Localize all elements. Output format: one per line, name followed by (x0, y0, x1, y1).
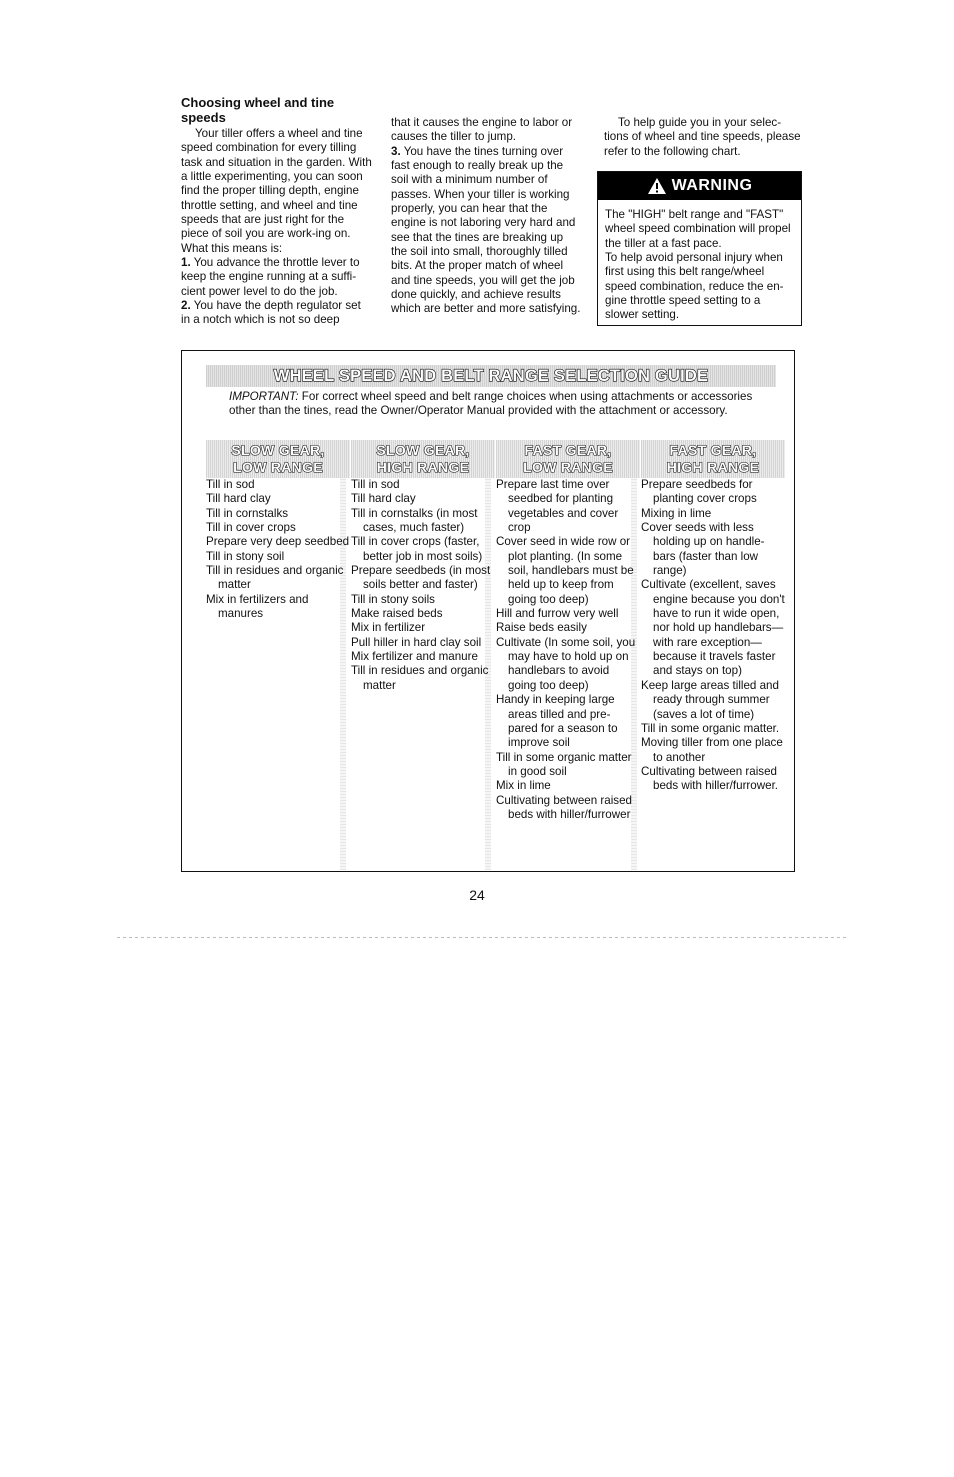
list-item: Till in cornstalks (206, 506, 289, 520)
list-number: 1. (181, 256, 191, 270)
guide-column-fast-low (496, 440, 640, 822)
selection-guide-box (181, 350, 795, 872)
list-item: Hill and furrow very well (496, 607, 619, 621)
text-column-3 (604, 116, 804, 159)
column-header-line-2: LOW RANGE (233, 459, 323, 475)
column-list (641, 478, 785, 794)
list-item: Pull hiller in hard clay soil (351, 635, 482, 649)
list-item: Till in some organic matter in good soil (496, 750, 632, 778)
list-item-1 (181, 256, 373, 299)
text-column-1 (181, 95, 373, 328)
list-item: Prepare last time over seedbed for planting vegetables and cover crop (496, 478, 619, 535)
list-item: Till in cover crops (faster, better job in most soils) (351, 535, 483, 563)
column-header-line-2: LOW RANGE (523, 459, 613, 475)
column-list (206, 478, 350, 621)
column-header-line-2: HIGH RANGE (376, 459, 470, 475)
list-item-3 (391, 145, 581, 317)
list-item: Till in residues and organic matter (351, 664, 489, 692)
list-item: Till in sod (351, 478, 400, 491)
chart-reference-paragraph: To help guide you in your selec-tions of wheel and tine speeds, please refer to the following chart. (604, 116, 801, 158)
warning-text-2: To help avoid personal injury when first using this belt range/wheel speed combination, reduce the en-gine throttle speed setting to a slower setting. (605, 251, 784, 322)
warning-header (598, 172, 801, 200)
column-header (496, 440, 640, 478)
list-item: Mixing in lime (641, 506, 712, 520)
important-label: IMPORTANT: (229, 390, 299, 403)
warning-label: WARNING (671, 177, 753, 194)
column-header (351, 440, 495, 478)
list-text: You have the depth regulator set in a notch which is not so deep (181, 299, 361, 327)
text-column-2 (391, 116, 581, 317)
column-header (206, 440, 350, 478)
important-text: For correct wheel speed and belt range choices when using attachments or accessories other than the tines, read the Owner/Operator Manual provided with the attachment or accessory. (229, 390, 753, 418)
list-item: Mix in fertilizers and manures (206, 592, 309, 621)
list-item: Till in cover crops (206, 521, 296, 535)
list-item: Till in stony soil (206, 549, 285, 563)
list-item: Raise beds easily (496, 621, 587, 635)
list-item: Mix fertilizer and manure (351, 650, 478, 664)
list-item: Mix in fertilizer (351, 621, 426, 635)
guide-column-slow-low (206, 440, 350, 621)
list-item: Mix in lime (496, 779, 551, 793)
column-header (641, 440, 785, 478)
intro-paragraph: Your tiller offers a wheel and tine speed combination for every tilling task and situation in the garden. With a little experimenting, you can soon find the proper tilling depth, engine throttle setting, and wheel and tine speeds that are just right for the piece of soil you are work-ing on. What this means is: (181, 127, 372, 255)
column-header-line-1: FAST GEAR, (669, 442, 757, 458)
list-item: Till in stony soils (351, 592, 435, 606)
column-header-line-1: SLOW GEAR, (231, 442, 325, 458)
column-list (351, 478, 495, 693)
list-item: Keep large areas tilled and ready through summer (saves a lot of time) (641, 678, 779, 721)
list-number: 2. (181, 299, 191, 313)
list-item: Prepare seedbeds for planting cover crops (641, 478, 757, 506)
page-number: 24 (469, 887, 485, 903)
guide-title: WHEEL SPEED AND BELT RANGE SELECTION GUIDE (273, 366, 709, 385)
list-item: Moving tiller from one place to another (641, 736, 783, 764)
list-item: Handy in keeping large areas tilled and pre-pared for a season to improve soil (496, 693, 618, 750)
column-list (496, 478, 640, 822)
list-item: Till hard clay (206, 492, 271, 506)
list-item: Till in some organic matter. (641, 721, 780, 735)
guide-column-slow-high (351, 440, 495, 693)
list-item: Till in residues and organic matter (206, 564, 344, 592)
list-text: You advance the throttle lever to keep the engine running at a suffi-cient power level to do the job. (181, 256, 360, 298)
list-item: Make raised beds (351, 607, 443, 621)
list-item: Cultivate (In some soil, you may have to hold up on handlebars to avoid going too deep) (496, 635, 636, 692)
list-item: Cover seeds with less holding up on handle-bars (faster than low range) (641, 521, 765, 578)
column-header-line-1: FAST GEAR, (524, 442, 612, 458)
guide-title-bar (206, 365, 776, 387)
column-header-line-2: HIGH RANGE (666, 459, 760, 475)
column-header-line-1: SLOW GEAR, (376, 442, 470, 458)
list-number: 3. (391, 144, 401, 158)
list-item: Cultivating between raised beds with hiller/furrower (496, 793, 632, 821)
section-heading: Choosing wheel and tine speeds (181, 95, 335, 125)
list-item: Cover seed in wide row or plot planting. (In some soil, handlebars must be held up to keep from going too deep) (496, 535, 634, 606)
guide-column-fast-high (641, 440, 785, 794)
warning-triangle-icon (647, 177, 667, 195)
warning-text (598, 200, 801, 323)
list-item: Prepare very deep seedbed (206, 535, 350, 549)
list-item: Till hard clay (351, 492, 416, 506)
list-item: Cultivating between raised beds with hiller/furrower. (641, 764, 779, 793)
list-item: Till in cornstalks (in most cases, much faster) (351, 506, 478, 535)
list-text: You have the tines turning over fast enough to really break up the soil with a minimum number of passes. When your tiller is working properly, you can hear that the engine is not laboring very hard and see that the tines are breaking up the soil into small, thoroughly tilled bits. At the proper match of wheel and tine speeds, you will get the job done quickly, and achieve results which are better and more satisfying. (391, 144, 581, 316)
bottom-divider (117, 937, 847, 938)
warning-box (597, 171, 802, 326)
continued-paragraph: that it causes the engine to labor or causes the tiller to jump. (391, 116, 573, 144)
guide-important-note (229, 390, 759, 419)
list-item-2 (181, 299, 373, 328)
warning-text-1: The "HIGH" belt range and "FAST" wheel speed combination will propel the tiller at a fast pace. (605, 208, 791, 250)
list-item: Cultivate (excellent, saves engine because you don't have to run it wide open, nor hold up handlebars—with rare exception—because it travels faster and stays on top) (641, 578, 785, 678)
list-item: Prepare seedbeds (in most soils better and faster) (351, 564, 491, 592)
list-item: Till in sod (206, 478, 255, 491)
